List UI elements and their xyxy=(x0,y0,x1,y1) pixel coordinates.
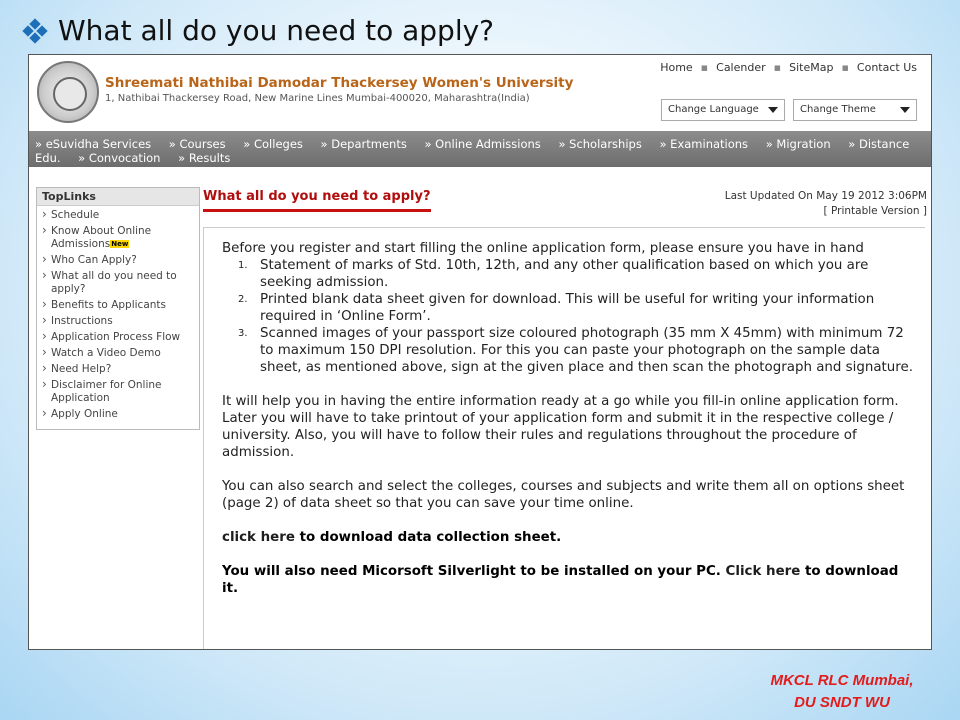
sidebar-heading: TopLinks xyxy=(37,188,199,206)
nav-scholarships[interactable]: » Scholarships xyxy=(558,137,642,151)
sidebar-item-benefits[interactable] xyxy=(41,299,195,312)
separator: ▪ xyxy=(841,61,849,74)
sidebar-item-label: Watch a Video Demo xyxy=(51,347,161,359)
nav-results[interactable]: » Results xyxy=(178,151,231,165)
silverlight-line xyxy=(222,563,917,597)
nav-courses[interactable]: » Courses xyxy=(168,137,226,151)
calender-link[interactable]: Calender xyxy=(716,61,766,74)
contact-us-link[interactable]: Contact Us xyxy=(856,61,917,74)
site-header xyxy=(29,55,931,131)
sidebar-item-need-help[interactable] xyxy=(41,363,195,376)
main-navbar xyxy=(29,131,931,167)
silverlight-text: You will also need Micorsoft Silverlight to be installed on your PC. xyxy=(222,564,726,579)
nav-esuvidha-services[interactable]: » eSuvidha Services xyxy=(35,137,152,151)
toplinks-sidebar xyxy=(36,187,200,430)
page-heading: What all do you need to apply? xyxy=(203,189,431,212)
sidebar-item-label: Benefits to Applicants xyxy=(51,299,166,311)
nav-colleges[interactable]: » Colleges xyxy=(243,137,303,151)
list-item-text: Printed blank data sheet given for download. This will be useful for writing your information required in ‘Online Form’. xyxy=(260,292,875,324)
last-updated-text: Last Updated On May 19 2012 3:06PM xyxy=(724,190,927,202)
new-badge: New xyxy=(111,240,129,248)
slide-title xyxy=(24,14,494,47)
content-header xyxy=(203,187,929,215)
main-content xyxy=(203,227,925,650)
top-links xyxy=(660,61,917,74)
nav-convocation[interactable]: » Convocation xyxy=(78,151,161,165)
sidebar-item-instructions[interactable] xyxy=(41,315,195,328)
sidebar-item-what-all[interactable] xyxy=(41,270,195,296)
nav-departments[interactable]: » Departments xyxy=(320,137,407,151)
sidebar-item-schedule[interactable] xyxy=(41,209,195,222)
list-number: 2. xyxy=(238,294,248,305)
slide-title-text: What all do you need to apply? xyxy=(58,14,495,47)
intro-text: Before you register and start filling the online application form, please ensure you have in hand xyxy=(222,241,864,256)
sidebar-item-disclaimer[interactable] xyxy=(41,379,195,405)
change-theme-select[interactable]: Change Theme xyxy=(793,99,917,121)
download-sheet-link[interactable]: click here xyxy=(222,530,295,545)
separator: ▪ xyxy=(773,61,782,74)
info-paragraph: Later you will have to take printout of your application form and submit it in the respective college / university. Also, you will have to follow their rules and regulations throughout the procedure of admission. xyxy=(222,411,894,460)
list-number: 1. xyxy=(238,260,248,271)
footer-line: MKCL RLC Mumbai, xyxy=(770,672,914,689)
last-updated-info xyxy=(725,189,927,219)
sidebar-item-label: What all do you need to apply? xyxy=(51,270,177,295)
list-number: 3. xyxy=(238,328,248,339)
diamond-bullet-icon xyxy=(24,20,46,42)
separator: ▪ xyxy=(700,61,709,74)
sidebar-item-label: Who Can Apply? xyxy=(51,254,137,266)
sidebar-item-apply-online[interactable] xyxy=(41,408,195,421)
sidebar-item-label: Schedule xyxy=(51,209,100,221)
nav-migration[interactable]: » Migration xyxy=(765,137,831,151)
nav-examinations[interactable]: » Examinations xyxy=(659,137,749,151)
info-paragraph: It will help you in having the entire information ready at a go while you fill-in online application form. xyxy=(222,394,899,409)
list-item xyxy=(238,291,917,325)
silverlight-tail: to download it. xyxy=(222,564,899,596)
embedded-webpage xyxy=(28,54,932,650)
home-link[interactable]: Home xyxy=(660,61,693,74)
list-item-text: Statement of marks of Std. 10th, 12th, and any other qualification based on which you are seeking admission. xyxy=(260,258,869,290)
silverlight-download-link[interactable]: Click here xyxy=(725,564,801,579)
sidebar-item-video-demo[interactable] xyxy=(41,347,195,360)
download-line xyxy=(222,529,917,546)
list-item xyxy=(238,257,917,291)
change-language-select[interactable]: Change Language xyxy=(661,99,785,121)
sidebar-item-label: Instructions xyxy=(51,315,113,327)
university-logo-icon[interactable] xyxy=(37,61,99,123)
sidebar-item-label: Need Help? xyxy=(51,363,112,375)
requirements-list xyxy=(222,257,917,376)
nav-distance[interactable]: » Distance xyxy=(848,137,910,151)
university-address: 1, Nathibai Thackersey Road, New Marine Lines Mumbai-400020, Maharashtra(India) xyxy=(105,93,530,104)
sidebar-item-know-about[interactable] xyxy=(41,225,195,251)
sidebar-item-who-can-apply[interactable] xyxy=(41,254,195,267)
sidebar-item-label: Disclaimer for Online Application xyxy=(51,379,162,404)
list-item-text: Scanned images of your passport size coloured photograph (35 mm X 45mm) with minimum 72 to maximum 150 DPI resolution. For this you can paste your photograph on the sample data sheet, as mentioned above, sign at the given place and then scan the photograph and signature. xyxy=(260,326,913,375)
sitemap-link[interactable]: SiteMap xyxy=(789,61,834,74)
header-dropdowns xyxy=(661,99,917,121)
sidebar-item-label: Know About Online Admissions xyxy=(51,225,152,250)
slide-footer-caption xyxy=(762,670,922,714)
list-item xyxy=(238,325,917,376)
info-paragraph: You can also search and select the colleges, courses and subjects and write them all on options sheet (page 2) of data sheet so that you can save your time online. xyxy=(222,479,905,511)
sidebar-item-label: Application Process Flow xyxy=(51,331,181,343)
download-line-text: to download data collection sheet. xyxy=(294,530,562,545)
footer-line: DU SNDT WU xyxy=(794,694,890,711)
university-name: Shreemati Nathibai Damodar Thackersey Women's University xyxy=(105,75,574,91)
nav-online-admissions[interactable]: » Online Admissions xyxy=(424,137,541,151)
sidebar-item-label: Apply Online xyxy=(51,408,118,420)
sidebar-item-process-flow[interactable] xyxy=(41,331,195,344)
printable-version-link[interactable]: [ Printable Version ] xyxy=(823,205,927,217)
nav-distance-edu[interactable]: Edu. xyxy=(35,151,61,165)
